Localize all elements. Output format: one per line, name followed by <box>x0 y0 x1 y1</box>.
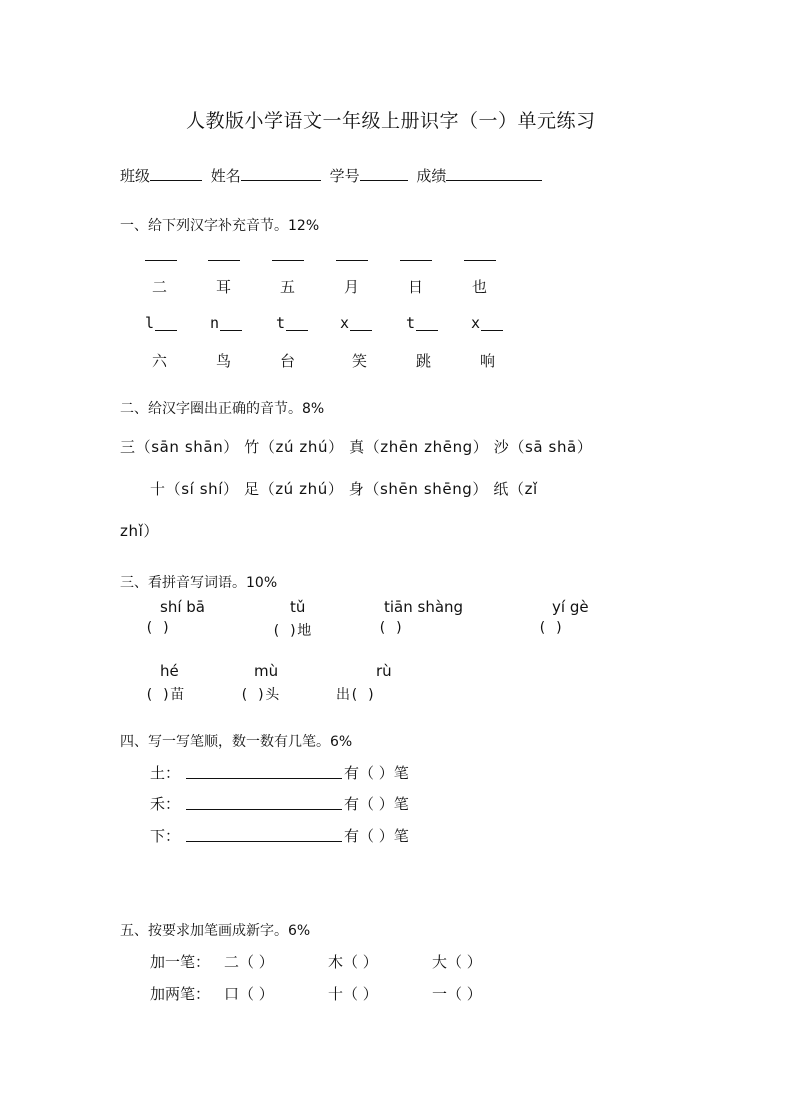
pinyin-blank[interactable] <box>336 260 368 261</box>
prefix: x <box>471 314 481 332</box>
answer-paren[interactable]: ( ) <box>145 620 171 636</box>
char: 耳 <box>216 278 232 296</box>
header-info <box>120 165 542 186</box>
add-stroke-item[interactable]: 一（ ） <box>432 985 482 1003</box>
char: 月 <box>344 278 360 296</box>
stroke-order-blank[interactable] <box>186 778 342 779</box>
class-blank[interactable] <box>150 166 202 181</box>
stroke-char: 禾： <box>150 795 181 813</box>
add-stroke-item[interactable]: 口（ ） <box>224 985 274 1003</box>
char: 二 <box>152 278 168 296</box>
answer-paren[interactable]: ( ) <box>378 620 404 636</box>
prefix-blank[interactable] <box>481 330 503 331</box>
pinyin-word: yí gè <box>552 598 589 616</box>
page-title: 人教版小学语文一年级上册识字（一）单元练习 <box>186 110 596 132</box>
char: 响 <box>480 352 496 370</box>
add-stroke-item[interactable]: 二（ ） <box>224 953 274 971</box>
score-blank[interactable] <box>446 166 542 181</box>
stroke-count: 有（ ）笔 <box>344 764 409 782</box>
prefix: n <box>210 314 220 332</box>
pinyin-blank[interactable] <box>208 260 240 261</box>
prefix-blank[interactable] <box>286 330 308 331</box>
char: 台 <box>280 352 296 370</box>
char: 鸟 <box>216 352 232 370</box>
stroke-count: 有（ ）笔 <box>344 795 409 813</box>
score-label: 成绩 <box>416 167 447 185</box>
section-3-heading: 三、看拼音写词语。10% <box>120 575 278 591</box>
id-blank[interactable] <box>360 166 408 181</box>
stroke-order-blank[interactable] <box>186 809 342 810</box>
pinyin-word: rù <box>376 662 392 680</box>
pinyin-blank[interactable] <box>145 260 177 261</box>
add-stroke-label: 加一笔： <box>150 953 211 971</box>
prefix: t <box>276 314 286 332</box>
pinyin-blank[interactable] <box>464 260 496 261</box>
section-1-heading: 一、给下列汉字补充音节。12% <box>120 218 320 234</box>
pinyin-word: tiān shàng <box>384 598 464 616</box>
stroke-char: 下： <box>150 827 181 845</box>
pinyin-word: shí bā <box>160 598 205 616</box>
add-stroke-label: 加两笔： <box>150 985 211 1003</box>
char: 也 <box>472 278 488 296</box>
char: 笑 <box>352 352 368 370</box>
name-blank[interactable] <box>241 166 321 181</box>
answer-paren[interactable]: ( )苗 <box>145 687 185 703</box>
pinyin-choice-line: zhǐ） <box>120 522 159 540</box>
answer-paren[interactable]: ( )地 <box>272 623 312 639</box>
char: 五 <box>280 278 296 296</box>
pinyin-blank[interactable] <box>272 260 304 261</box>
answer-paren[interactable]: 出( ) <box>336 687 376 703</box>
pinyin-choice-line: 十（sí shí） 足（zú zhú） 身（shēn shēng） 纸（zǐ <box>150 480 538 498</box>
pinyin-blank[interactable] <box>400 260 432 261</box>
class-label: 班级 <box>120 167 151 185</box>
add-stroke-item[interactable]: 十（ ） <box>328 985 378 1003</box>
stroke-order-blank[interactable] <box>186 841 342 842</box>
prefix: l <box>145 314 155 332</box>
stroke-count: 有（ ）笔 <box>344 827 409 845</box>
prefix: x <box>340 314 350 332</box>
section-5-heading: 五、按要求加笔画成新字。6% <box>120 923 311 939</box>
pinyin-word: tǔ <box>290 598 306 616</box>
prefix-blank[interactable] <box>416 330 438 331</box>
prefix-blank[interactable] <box>155 330 177 331</box>
pinyin-choice-line: 三（sān shān） 竹（zú zhú） 真（zhēn zhēng） 沙（sā shā） <box>120 438 593 456</box>
prefix-blank[interactable] <box>350 330 372 331</box>
stroke-char: 土： <box>150 764 181 782</box>
section-2-heading: 二、给汉字圈出正确的音节。8% <box>120 401 325 417</box>
prefix-blank[interactable] <box>220 330 242 331</box>
add-stroke-item[interactable]: 木（ ） <box>328 953 378 971</box>
add-stroke-item[interactable]: 大（ ） <box>432 953 482 971</box>
char: 日 <box>408 278 424 296</box>
pinyin-word: hé <box>160 662 179 680</box>
char: 跳 <box>416 352 432 370</box>
answer-paren[interactable]: ( )头 <box>240 687 280 703</box>
pinyin-word: mù <box>254 662 279 680</box>
prefix: t <box>406 314 416 332</box>
id-label: 学号 <box>329 167 360 185</box>
section-4-heading: 四、写一写笔顺，数一数有几笔。6% <box>120 734 353 750</box>
name-label: 姓名 <box>210 167 241 185</box>
answer-paren[interactable]: ( ) <box>538 620 564 636</box>
char: 六 <box>152 352 168 370</box>
